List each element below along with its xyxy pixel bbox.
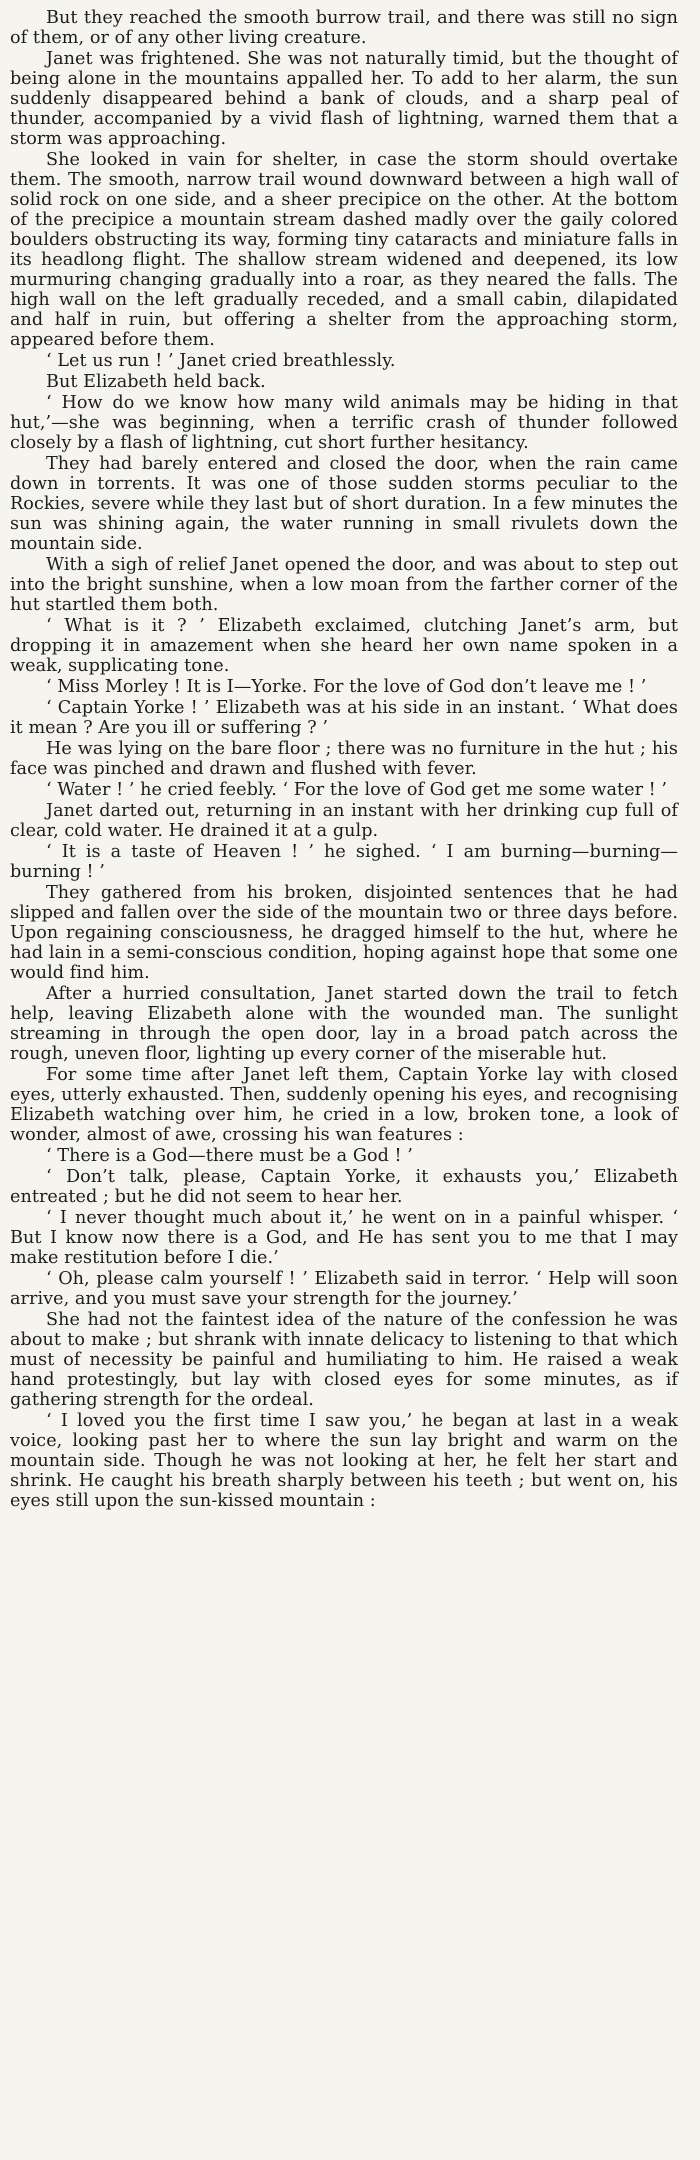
paragraph-22: ‘ Oh, please calm yourself ! ’ Elizabeth said in terror. ‘ Help will soon arrive, and you must save your strength for the journey.’ [10,1269,678,1309]
paragraph-20: ‘ Don’t talk, please, Captain Yorke, it exhausts you,’ Elizabeth entreated ; but he did not seem to hear her. [10,1167,678,1207]
paragraph-15: ‘ It is a taste of Heaven ! ’ he sighed. ‘ I am burning—burning—burning ! ’ [10,842,678,882]
paragraph-19: ‘ There is a God—there must be a God ! ’ [46,1146,413,1166]
paragraph-23: She had not the faintest idea of the nature of the confession he was about to make ; but shrank with innate delicacy to listening to that which must of necessity be painful and humiliating to him. He raised a weak hand protestingly, but lay with closed eyes for some minutes, as if gathering strength for the ordeal. [10,1310,678,1410]
paragraph-2: Janet was frightened. She was not naturally timid, but the thought of being alone in the mountains appalled her. To add to her alarm, the sun suddenly disappeared behind a bank of clouds, and a sharp peal of thunder, accompanied by a vivid flash of lightning, warned them that a storm was approaching. [10,49,678,149]
paragraph-7: They had barely entered and closed the door, when the rain came down in torrents. It was one of those sudden storms peculiar to the Rockies, severe while they last but of short duration. In a few minutes the sun was shining again, the water running in small rivulets down the mountain side. [10,454,678,554]
paragraph-8: With a sigh of relief Janet opened the door, and was about to step out into the bright sunshine, when a low moan from the farther corner of the hut startled them both. [10,555,678,615]
paragraph-24: ‘ I loved you the first time I saw you,’ he began at last in a weak voice, looking past her to where the sun lay bright and warm on the mountain side. Though he was not looking at her, he felt her start and shrink. He caught his breath sharply between his teeth ; but went on, his eyes still upon the sun-kissed mountain : [10,1411,678,1511]
paragraph-12: He was lying on the bare floor ; there was no furniture in the hut ; his face was pinched and drawn and flushed with fever. [10,739,678,779]
paragraph-18: For some time after Janet left them, Captain Yorke lay with closed eyes, utterly exhausted. Then, suddenly opening his eyes, and recognising Elizabeth watching over him, he cried in a low, broken tone, a look of wonder, almost of awe, crossing his wan features : [10,1065,678,1145]
paragraph-1: But they reached the smooth burrow trail, and there was still no sign of them, or of any other living creature. [10,8,678,48]
paragraph-9: ‘ What is it ? ’ Elizabeth exclaimed, clutching Janet’s arm, but dropping it in amazement when she heard her own name spoken in a weak, supplicating tone. [10,616,678,676]
paragraph-5: But Elizabeth held back. [46,372,266,392]
paragraph-4: ‘ Let us run ! ’ Janet cried breathlessly. [46,351,396,371]
paragraph-10: ‘ Miss Morley ! It is I—Yorke. For the love of God don’t leave me ! ’ [46,677,647,697]
paragraph-21: ‘ I never thought much about it,’ he went on in a painful whisper. ‘ But I know now there is a God, and He has sent you to me that I may make restitution before I die.’ [10,1208,678,1268]
paragraph-16: They gathered from his broken, disjointed sentences that he had slipped and fallen over the side of the mountain two or three days before. Upon regaining consciousness, he dragged himself to the hut, where he had lain in a semi-conscious condition, hoping against hope that some one would find him. [10,883,678,983]
paragraph-3: She looked in vain for shelter, in case the storm should overtake them. The smooth, narrow trail wound downward between a high wall of solid rock on one side, and a sheer precipice on the other. At the bottom of the precipice a mountain stream dashed madly over the gaily colored boulders obstructing its way, forming tiny cataracts and miniature falls in its headlong flight. The shallow stream widened and deepened, its low murmuring changing gradually into a roar, as they neared the falls. The high wall on the left gradually receded, and a small cabin, dilapidated and half in ruin, but offering a shelter from the approaching storm, appeared before them. [10,150,678,350]
paragraph-13: ‘ Water ! ’ he cried feebly. ‘ For the love of God get me some water ! ’ [46,780,668,800]
paragraph-17: After a hurried consultation, Janet started down the trail to fetch help, leaving Elizabeth alone with the wounded man. The sunlight streaming in through the open door, lay in a broad patch across the rough, uneven floor, lighting up every corner of the miserable hut. [10,984,678,1064]
paragraph-6: ‘ How do we know how many wild animals may be hiding in that hut,’—she was beginning, when a terrific crash of thunder followed closely by a flash of lightning, cut short further hesitancy. [10,393,678,453]
paragraph-11: ‘ Captain Yorke ! ’ Elizabeth was at his side in an instant. ‘ What does it mean ? Are you ill or suffering ? ’ [10,698,678,738]
paragraph-14: Janet darted out, returning in an instant with her drinking cup full of clear, cold water. He drained it at a gulp. [10,801,678,841]
